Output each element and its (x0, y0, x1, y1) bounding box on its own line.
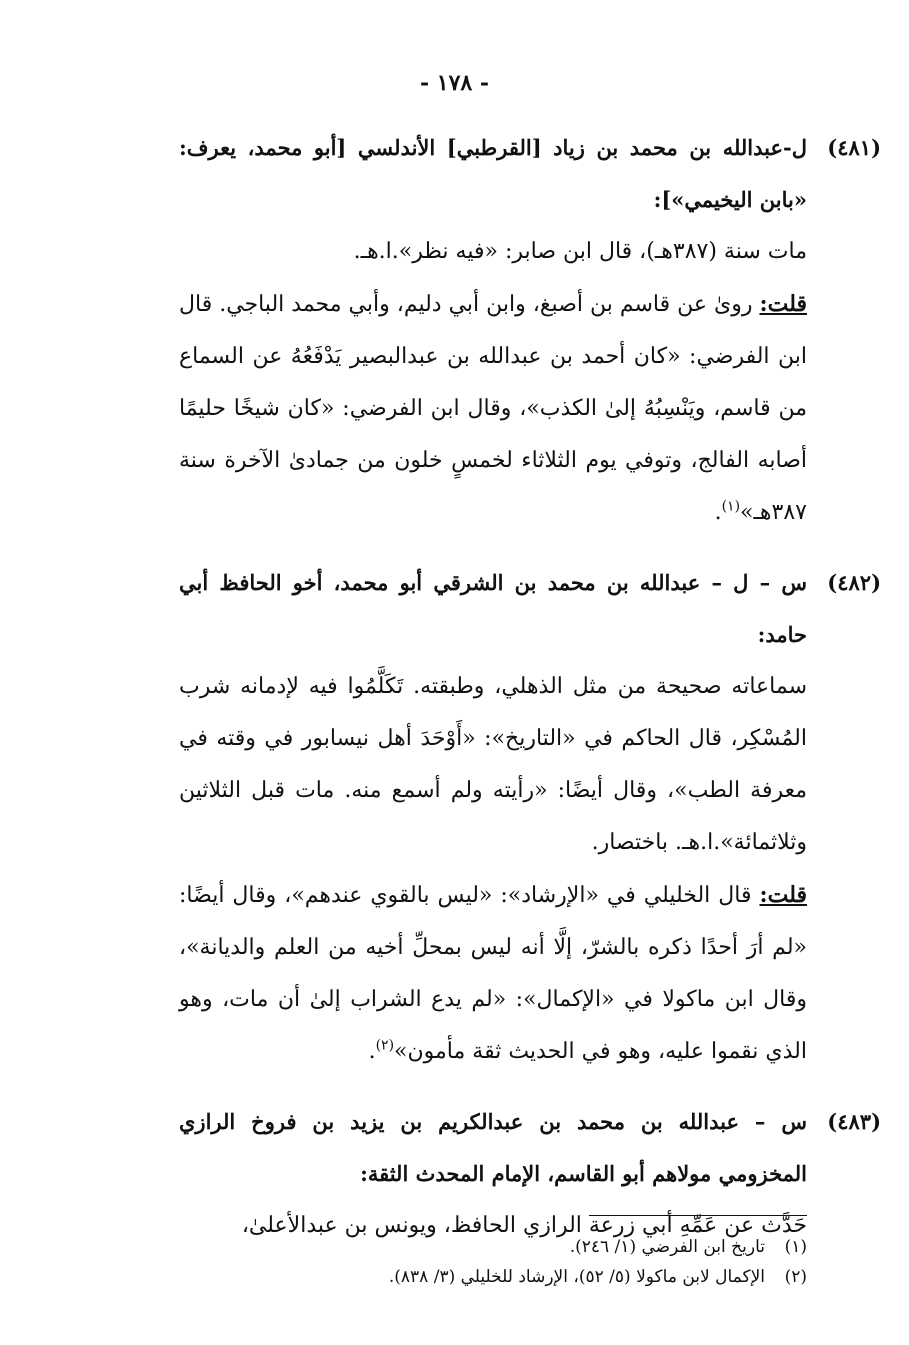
footnotes (107, 1232, 807, 1292)
entry-paragraph (179, 869, 807, 1078)
entry-number: (٤٨٢) (827, 570, 881, 595)
qult-label: قلت: (759, 291, 807, 317)
paragraph-end: . (368, 1039, 376, 1064)
footnote-number: (١) (784, 1237, 807, 1257)
paragraph-end: . (714, 500, 722, 525)
biography-entry (179, 122, 881, 539)
qult-label: قلت: (759, 882, 807, 908)
footnote (107, 1262, 807, 1292)
entry-title: س – ل – عبدالله بن محمد بن الشرقي أبو محمد، أخو الحافظ أبي حامد: (179, 570, 807, 647)
page-number: - ١٧٨ - (419, 70, 490, 96)
paragraph-text: سماعاته صحيحة من مثل الذهلي، وطبقته. تَكَلَّمُوا فيه لإدمانه شرب المُسْكِر، قال الحاكم في «التاريخ»: «أَوْحَدَ أهل نيسابور في وقته في معرفة الطب»، وقال أيضًا: «رأيته ولم أسمع منه. مات قبل الثلاثين وثلاثمائة».ا.هـ. باختصار. (179, 674, 807, 855)
entry-heading (179, 557, 881, 661)
footnote (107, 1232, 807, 1262)
biography-entry (179, 557, 881, 1078)
footnote-number: (٢) (784, 1267, 807, 1287)
entry-paragraph (179, 226, 807, 278)
entry-number: (٤٨٣) (827, 1109, 881, 1134)
footnote-divider (589, 1215, 807, 1216)
paragraph-text: قال الخليلي في «الإرشاد»: «ليس بالقوي عندهم»، وقال أيضًا: «لم أرَ أحدًا ذكره بالشرّ، إلَّا أنه ليس بمحلِّ أخيه من العلم والديانة»، وقال ابن ماكولا في «الإكمال»: «لم يدع الشراب إلىٰ أن مات، وهو الذي نقموا عليه، وهو في الحديث ثقة مأمون» (179, 883, 807, 1064)
footnote-text: تاريخ ابن الفرضي (١/ ٢٤٦). (569, 1237, 765, 1257)
page-body (179, 122, 881, 1270)
entry-title: ل-عبدالله بن محمد بن زياد [القرطبي] الأندلسي [أبو محمد، يعرف: «بابن اليخيمي»]: (179, 135, 807, 212)
paragraph-text: مات سنة (٣٨٧هـ)، قال ابن صابر: «فيه نظر».ا.هـ. (353, 239, 807, 264)
biography-entry (179, 1096, 881, 1252)
entry-paragraph (179, 278, 807, 539)
footnote-ref[interactable]: (٢) (375, 1037, 395, 1054)
entry-heading (179, 1096, 881, 1200)
entry-paragraph (179, 661, 807, 869)
footnote-text: الإكمال لابن ماكولا (٥/ ٥٢)، الإرشاد للخليلي (٣/ ٨٣٨). (388, 1267, 765, 1287)
paragraph-text: روىٰ عن قاسم بن أصبغ، وابن أبي دليم، وأبي محمد الباجي. قال ابن الفرضي: «كان أحمد بن عبدالله بن عبدالبصير يَدْفَعُهُ عن السماع من قاسم، ويَنْسِبُهُ إلىٰ الكذب»، وقال ابن الفرضي: «كان شيخًا حليمًا أصابه الفالج، وتوفي يوم الثلاثاء لخمسٍ خلون من جمادىٰ الآخرة سنة ٣٨٧هـ» (179, 292, 807, 525)
paragraph-text: حَدَّث عن عَمِّهِ أبي زرعة الرازي الحافظ، ويونس بن عبدالأعلىٰ، (241, 1213, 807, 1238)
footnote-ref[interactable]: (١) (721, 498, 741, 515)
entry-title: س – عبدالله بن محمد بن عبدالكريم بن يزيد بن فروخ الرازي المخزومي مولاهم أبو القاسم، الإمام المحدث الثقة: (179, 1109, 807, 1186)
entry-number: (٤٨١) (827, 135, 881, 160)
entry-heading (179, 122, 881, 226)
